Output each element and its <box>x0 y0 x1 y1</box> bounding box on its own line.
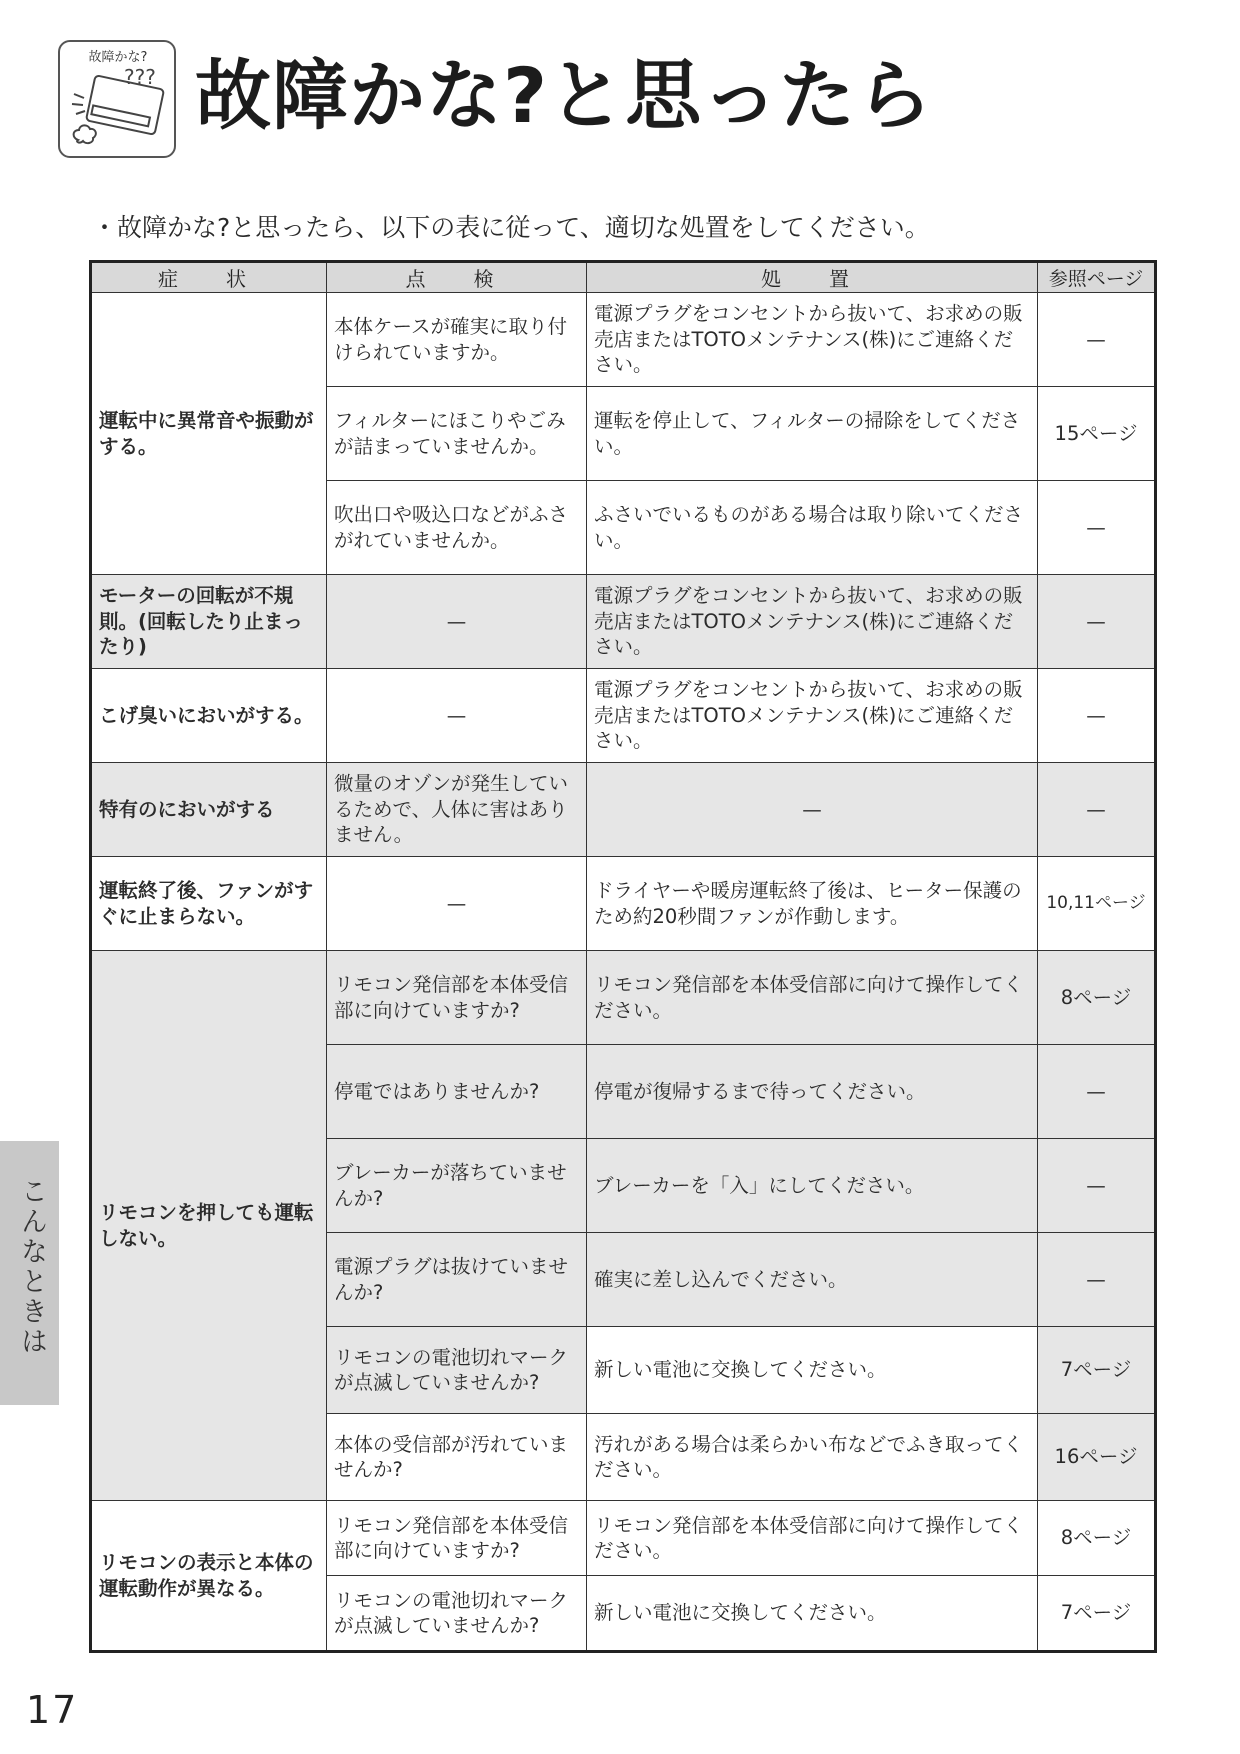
trouble-icon-box <box>58 40 176 158</box>
intro-text: ・故障かな?と思ったら、以下の表に従って、適切な処置をしてください。 <box>92 213 930 242</box>
symptom-cell: 運転終了後、ファンがすぐに止まらない。 <box>91 857 327 951</box>
table-row <box>91 763 1156 857</box>
check-cell: リモコンの電池切れマークが点滅していませんか? <box>327 1576 587 1652</box>
action-cell: 電源プラグをコンセントから抜いて、お求めの販売店またはTOTOメンテナンス(株)にご連絡ください。 <box>587 293 1038 387</box>
check-cell: 電源プラグは抜けていませんか? <box>327 1233 587 1327</box>
header-reference: 参照ページ <box>1038 262 1156 293</box>
reference-cell: 8ページ <box>1038 1501 1156 1576</box>
table-header-row <box>91 262 1156 293</box>
check-cell: 吹出口や吸込口などがふさがれていませんか。 <box>327 481 587 575</box>
action-cell: 運転を停止して、フィルターの掃除をしてください。 <box>587 387 1038 481</box>
table-row <box>91 669 1156 763</box>
section-side-tab <box>0 1141 59 1405</box>
broken-appliance-icon <box>60 42 178 160</box>
reference-cell: — <box>1038 575 1156 669</box>
reference-cell: 7ページ <box>1038 1327 1156 1414</box>
icon-caption: 故障かな? <box>88 50 148 65</box>
reference-cell: — <box>1038 481 1156 575</box>
reference-cell: — <box>1038 763 1156 857</box>
reference-cell: 16ページ <box>1038 1414 1156 1501</box>
table-row <box>91 951 1156 1045</box>
check-cell: — <box>327 857 587 951</box>
symptom-cell: こげ臭いにおいがする。 <box>91 669 327 763</box>
check-cell: — <box>327 669 587 763</box>
action-cell: リモコン発信部を本体受信部に向けて操作してください。 <box>587 1501 1038 1576</box>
question-marks: ??? <box>124 65 156 89</box>
action-cell: — <box>587 763 1038 857</box>
action-cell: ブレーカーを「入」にしてください。 <box>587 1139 1038 1233</box>
check-cell: リモコンの電池切れマークが点滅していませんか? <box>327 1327 587 1414</box>
check-cell: — <box>327 575 587 669</box>
action-cell: 電源プラグをコンセントから抜いて、お求めの販売店またはTOTOメンテナンス(株)にご連絡ください。 <box>587 575 1038 669</box>
symptom-cell: 特有のにおいがする <box>91 763 327 857</box>
page-number: 17 <box>26 1688 79 1732</box>
check-cell: ブレーカーが落ちていませんか? <box>327 1139 587 1233</box>
header-check: 点 検 <box>327 262 587 293</box>
action-cell: 確実に差し込んでください。 <box>587 1233 1038 1327</box>
check-cell: リモコン発信部を本体受信部に向けていますか? <box>327 1501 587 1576</box>
reference-cell: — <box>1038 1139 1156 1233</box>
table-row <box>91 293 1156 387</box>
check-cell: 本体ケースが確実に取り付けられていますか。 <box>327 293 587 387</box>
action-cell: 新しい電池に交換してください。 <box>587 1576 1038 1652</box>
check-cell: フィルターにほこりやごみが詰まっていませんか。 <box>327 387 587 481</box>
action-cell: 停電が復帰するまで待ってください。 <box>587 1045 1038 1139</box>
reference-cell: 10,11ページ <box>1038 857 1156 951</box>
action-cell: ドライヤーや暖房運転終了後は、ヒーター保護のため約20秒間ファンが作動します。 <box>587 857 1038 951</box>
reference-cell: 7ページ <box>1038 1576 1156 1652</box>
check-cell: 本体の受信部が汚れていませんか? <box>327 1414 587 1501</box>
symptom-cell: 運転中に異常音や振動がする。 <box>91 293 327 575</box>
symptom-cell: リモコンの表示と本体の運転動作が異なる。 <box>91 1501 327 1652</box>
page-title: 故障かな?と思ったら <box>195 51 934 140</box>
reference-cell: — <box>1038 1045 1156 1139</box>
reference-cell: — <box>1038 293 1156 387</box>
symptom-cell: モーターの回転が不規則。(回転したり止まったり) <box>91 575 327 669</box>
action-cell: 電源プラグをコンセントから抜いて、お求めの販売店またはTOTOメンテナンス(株)にご連絡ください。 <box>587 669 1038 763</box>
side-tab-label: こんなときは <box>16 1177 47 1357</box>
header-symptom: 症 状 <box>91 262 327 293</box>
header-action: 処 置 <box>587 262 1038 293</box>
action-cell: 汚れがある場合は柔らかい布などでふき取ってください。 <box>587 1414 1038 1501</box>
table-row <box>91 857 1156 951</box>
reference-cell: — <box>1038 1233 1156 1327</box>
check-cell: 微量のオゾンが発生しているためで、人体に害はありません。 <box>327 763 587 857</box>
symptom-cell: リモコンを押しても運転しない。 <box>91 951 327 1501</box>
reference-cell: — <box>1038 669 1156 763</box>
reference-cell: 8ページ <box>1038 951 1156 1045</box>
table-row <box>91 575 1156 669</box>
action-cell: リモコン発信部を本体受信部に向けて操作してください。 <box>587 951 1038 1045</box>
check-cell: 停電ではありませんか? <box>327 1045 587 1139</box>
reference-cell: 15ページ <box>1038 387 1156 481</box>
action-cell: 新しい電池に交換してください。 <box>587 1327 1038 1414</box>
troubleshooting-table <box>89 260 1157 1653</box>
check-cell: リモコン発信部を本体受信部に向けていますか? <box>327 951 587 1045</box>
table-row <box>91 1501 1156 1576</box>
action-cell: ふさいでいるものがある場合は取り除いてください。 <box>587 481 1038 575</box>
